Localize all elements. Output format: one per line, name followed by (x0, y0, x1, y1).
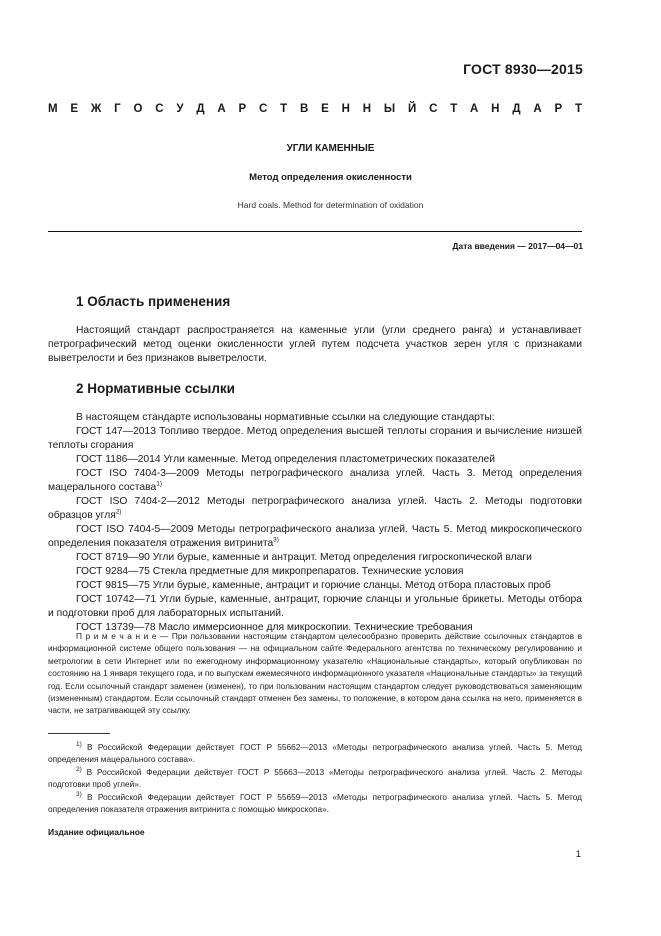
reference-item (48, 425, 582, 453)
footnote-marker: 3) (273, 536, 279, 544)
reference-text: ГОСТ 9284—75 Стекла предметные для микропрепаратов. Технические условия (76, 566, 464, 577)
reference-item (48, 593, 582, 621)
footnotes (48, 741, 582, 815)
reference-text: ГОСТ ISO 7404-3—2009 Методы петрографического анализа углей. Часть 3. Метод определения мацерального состава (48, 468, 582, 493)
title-divider (48, 231, 582, 232)
footnote-text: В Российской Федерации действует ГОСТ Р 55662—2013 «Методы петрографического анализа углей. Часть 5. Метод определения мацерального состава». (48, 742, 582, 765)
note-text: — При пользовании настоящим стандартом целесообразно проверить действие ссылочных стандартов в информационной системе общего пользования — на официальном сайте Федерального агентства по техническому регулированию и метрологии в сети Интернет или по ежегодному информационному указателю «Национальные стандарты», который опубликован по состоянию на 1 января текущего года, и по выпускам ежемесячного информационного указателя «Национальные стандарты» за текущий год. Если ссылочный стандарт заменен (изменен), то при пользовании настоящим стандартом следует руководствоваться заменяющим (измененным) стандартом. Если ссылочный стандарт отменен без замены, то положение, в котором дана ссылка на него, применяется в части, не затрагивающей эту ссылку. (48, 631, 582, 716)
edition-label: Издание официальное (48, 827, 145, 837)
page-number: 1 (575, 849, 581, 860)
gost-code: ГОСТ 8930—2015 (463, 61, 583, 77)
footnote (48, 791, 582, 816)
section-1-heading: 1 Область применения (76, 294, 231, 309)
note-label: П р и м е ч а н и е (76, 631, 157, 641)
footnote-divider (48, 733, 110, 734)
standard-title: УГЛИ КАМЕННЫЕ (286, 143, 375, 154)
reference-item (48, 453, 582, 467)
reference-item (48, 579, 582, 593)
footnote-mark: 2) (76, 766, 82, 774)
footnote (48, 741, 582, 766)
date-of-introduction: Дата введения — 2017—04—01 (452, 241, 583, 251)
note-block (48, 630, 582, 717)
reference-text: ГОСТ 8719—90 Угли бурые, каменные и антрацит. Метод определения гигроскопической влаги (76, 552, 532, 563)
refs-intro: В настоящем стандарте использованы нормативные ссылки на следующие стандарты: (76, 412, 495, 423)
section-2-body (48, 411, 582, 635)
reference-item (48, 523, 582, 551)
reference-text: ГОСТ ISO 7404-2—2012 Методы петрографического анализа углей. Часть 2. Методы подготовки образцов угля (48, 496, 582, 521)
reference-item (48, 467, 582, 495)
footnote-mark: 3) (76, 790, 82, 798)
reference-item (48, 565, 582, 579)
interstate-standard-banner: М Е Ж Г О С У Д А Р С Т В Е Н Н Ы Й С Т А Н Д А Р Т (48, 103, 582, 115)
reference-text: ГОСТ 10742—71 Угли бурые, каменные, антрацит, горючие сланцы и угольные брикеты. Методы отбора и подготовки проб для лабораторных испытаний. (48, 594, 582, 619)
reference-text: ГОСТ 147—2013 Топливо твердое. Метод определения высшей теплоты сгорания и вычисление низшей теплоты сгорания (48, 426, 582, 451)
section-2-heading: 2 Нормативные ссылки (76, 381, 235, 396)
standard-english-title: Hard coals. Method for determination of oxidation (237, 200, 424, 210)
reference-item (48, 551, 582, 565)
reference-text: ГОСТ 9815—75 Угли бурые, каменные, антрацит и горючие сланцы. Метод отбора пластовых проб (76, 580, 551, 591)
scope-line: выветрелости и без признаков выветрелости. (48, 353, 267, 364)
reference-list (48, 425, 582, 635)
footnote-marker: 1) (156, 480, 162, 488)
section-1-body (48, 324, 582, 366)
standard-subtitle: Метод определения окисленности (249, 172, 412, 183)
footnote-mark: 1) (76, 741, 82, 749)
scope-line: петрографический метод оценки окисленности углей путем подсчета участков зерен угля с признаками (48, 339, 582, 350)
reference-item (48, 495, 582, 523)
reference-text: ГОСТ 1186—2014 Угли каменные. Метод определения пластометрических показателей (76, 454, 496, 465)
reference-text: ГОСТ 13739—78 Масло иммерсионное для микроскопии. Технические требования (76, 622, 473, 633)
reference-text: ГОСТ ISO 7404-5—2009 Методы петрографического анализа углей. Часть 5. Метод микроскопического определения показателя отражения витринита (48, 524, 582, 549)
footnote-text: В Российской Федерации действует ГОСТ Р 55659—2013 «Методы петрографического анализа углей. Часть 5. Метод определения показателя отражения витринита с помощью микроскопа». (48, 791, 582, 815)
footnote-text: В Российской Федерации действует ГОСТ Р 55663—2013 «Методы петрографического анализа углей. Часть 2. Методы подготовки проб углей». (48, 766, 582, 790)
footnote (48, 766, 582, 791)
scope-line: Настоящий стандарт распространяется на каменные угли (угли среднего ранга) и устанавливает (76, 325, 582, 336)
footnote-marker: 2) (115, 508, 122, 516)
